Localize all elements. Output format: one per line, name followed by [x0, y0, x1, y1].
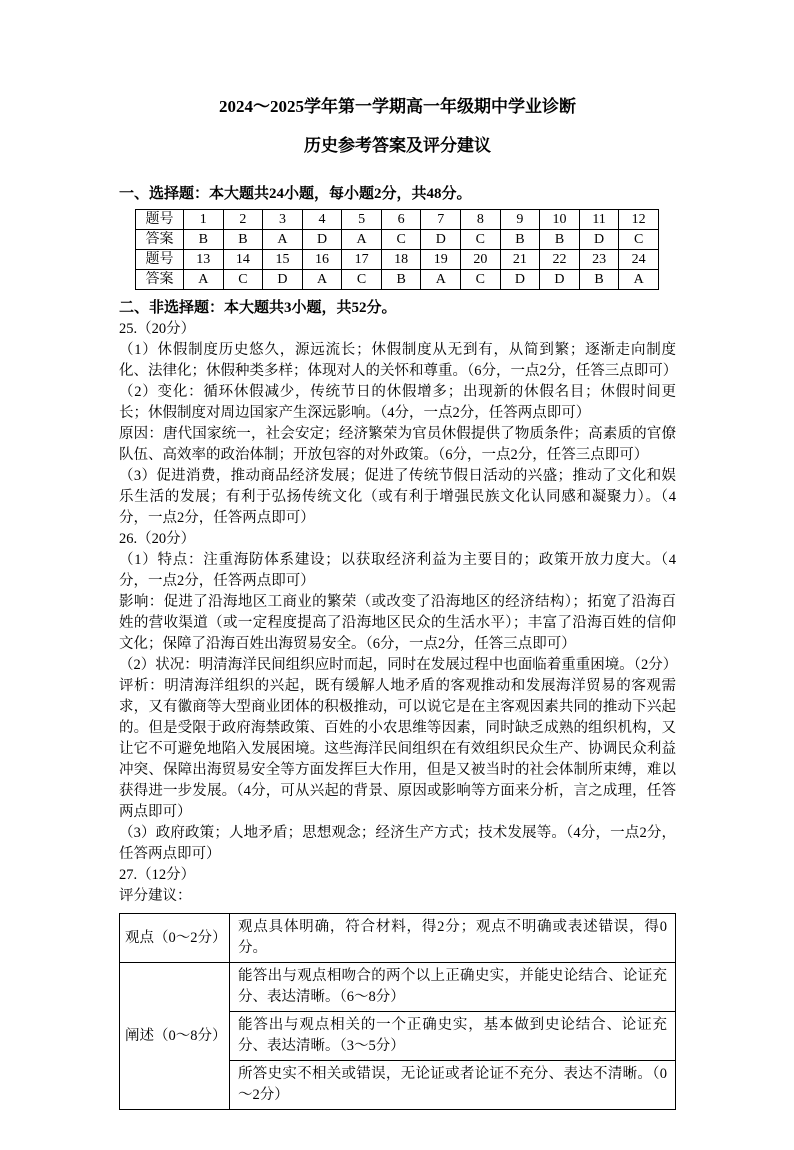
scoring-suggestion-label: 评分建议：	[119, 888, 192, 904]
section2-heading: 二、非选择题：本大题共3小题，共52分。	[119, 300, 397, 316]
answer-cell: 17	[342, 250, 382, 270]
answer-cell: 9	[500, 210, 540, 230]
row-label-cell: 题号	[136, 210, 184, 230]
answer-cell: 13	[184, 250, 224, 270]
question25-number: 25.（20分）	[119, 321, 196, 337]
answer-cell: A	[421, 270, 461, 290]
scoring-description-cell: 能答出与观点相关的一个正确史实，基本做到史论结合、论证充分、表达清晰。（3～5分）	[230, 1012, 676, 1061]
scoring-description-cell: 观点具体明确，符合材料，得2分；观点不明确或表述错误，得0分。	[230, 914, 676, 963]
answer-cell: 4	[302, 210, 342, 230]
answer-cell: 23	[579, 250, 619, 270]
answer-cell: B	[381, 270, 421, 290]
answer-paragraph: 原因：唐代国家统一，社会安定；经济繁荣为官员休假提供了物质条件；高素质的官僚队伍、高效率的政治体制；开放包容的对外政策。（6分，一点2分，任答三点即可）	[119, 426, 676, 463]
answer-cell: 24	[619, 250, 659, 270]
question25-answers	[119, 340, 676, 529]
answer-cell: 19	[421, 250, 461, 270]
document-title: 2024～2025学年第一学期高一年级期中学业诊断	[219, 97, 576, 116]
answer-paragraph: （2）变化：循环休假减少，传统节日的休假增多；出现新的休假名目；休假时间更长；休假制度对周边国家产生深远影响。（4分，一点2分，任答两点即可）	[119, 384, 676, 421]
answer-cell: C	[619, 230, 659, 250]
row-label-cell: 答案	[136, 230, 184, 250]
answer-cell: D	[263, 270, 303, 290]
answer-cell: 10	[540, 210, 580, 230]
scoring-criterion-cell: 阐述（0～8分）	[120, 963, 230, 1110]
answer-cell: 22	[540, 250, 580, 270]
answer-paragraph: （3）促进消费，推动商品经济发展；促进了传统节假日活动的兴盛；推动了文化和娱乐生活的发展；有利于弘扬传统文化（或有利于增强民族文化认同感和凝聚力）。（4分，一点2分，任答两点即可）	[119, 468, 676, 526]
answer-cell: A	[342, 230, 382, 250]
answer-cell: C	[342, 270, 382, 290]
section1-heading: 一、选择题：本大题共24小题，每小题2分，共48分。	[119, 186, 472, 202]
answer-paragraph: （2）状况：明清海洋民间组织应时而起，同时在发展过程中也面临着重重困境。（2分）	[119, 657, 678, 673]
answer-cell: D	[540, 270, 580, 290]
scoring-criterion-cell: 观点（0～2分）	[120, 914, 230, 963]
answer-cell: B	[540, 230, 580, 250]
answer-cell: A	[619, 270, 659, 290]
answer-cell: 12	[619, 210, 659, 230]
answer-cell: D	[421, 230, 461, 250]
answer-cell: C	[461, 230, 501, 250]
answer-paragraph: 评析：明清海洋组织的兴起，既有缓解人地矛盾的客观推动和发展海洋贸易的客观需求，又有徽商等大型商业团体的积极推动，可以说它是在主客观因素共同的推动下兴起的。但是受限于政府海禁政策、百姓的小农思维等因素，同时缺乏成熟的组织机构，又让它不可避免地陷入发展困境。这些海洋民间组织在有效组织民众生产、协调民众利益冲突、保障出海贸易安全等方面发挥巨大作用，但是又被当时的社会体制所束缚，难以获得进一步发展。（4分，可从兴起的背景、原因或影响等方面来分析，言之成理，任答两点即可）	[119, 678, 676, 820]
answer-cell: 15	[263, 250, 303, 270]
document-subtitle: 历史参考答案及评分建议	[304, 136, 491, 155]
answer-table-row	[136, 230, 659, 250]
answer-cell: B	[184, 230, 224, 250]
answer-paragraph: （1）特点：注重海防体系建设；以获取经济利益为主要目的；政策开放力度大。（4分，一点2分，任答两点即可）	[119, 552, 676, 589]
answer-cell: D	[500, 270, 540, 290]
answer-cell: 6	[381, 210, 421, 230]
question26-answers	[119, 550, 676, 865]
answer-cell: 20	[461, 250, 501, 270]
row-label-cell: 题号	[136, 250, 184, 270]
answer-cell: 11	[579, 210, 619, 230]
answer-cell: 8	[461, 210, 501, 230]
scoring-table	[119, 913, 676, 1110]
question26-number: 26.（20分）	[119, 531, 196, 547]
answer-table-row	[136, 270, 659, 290]
answer-cell: 5	[342, 210, 382, 230]
answer-cell: C	[461, 270, 501, 290]
answer-table-body	[136, 210, 659, 290]
answer-cell: D	[302, 230, 342, 250]
scoring-row	[120, 963, 676, 1012]
answer-cell: 21	[500, 250, 540, 270]
answer-table-row	[136, 210, 659, 230]
answer-table	[135, 209, 659, 290]
answer-paragraph: （3）政府政策；人地矛盾；思想观念；经济生产方式；技术发展等。（4分，一点2分，任答两点即可）	[119, 825, 676, 862]
scoring-description-cell: 所答史实不相关或错误，无论证或者论证不充分、表达不清晰。（0～2分）	[230, 1061, 676, 1110]
answer-cell: A	[184, 270, 224, 290]
answer-cell: A	[263, 230, 303, 250]
answer-cell: 7	[421, 210, 461, 230]
answer-table-row	[136, 250, 659, 270]
scoring-row	[120, 914, 676, 963]
answer-cell: D	[579, 230, 619, 250]
answer-cell: 2	[223, 210, 263, 230]
answer-paragraph: 影响：促进了沿海地区工商业的繁荣（或改变了沿海地区的经济结构）；拓宽了沿海百姓的营收渠道（或一定程度提高了沿海地区民众的生活水平）；丰富了沿海百姓的信仰文化；保障了沿海百姓出海贸易安全。（6分，一点2分，任答三点即可）	[119, 594, 676, 652]
answer-cell: B	[223, 230, 263, 250]
answer-cell: B	[500, 230, 540, 250]
answer-cell: A	[302, 270, 342, 290]
answer-cell: 14	[223, 250, 263, 270]
answer-cell: C	[223, 270, 263, 290]
answer-cell: B	[579, 270, 619, 290]
question27-number: 27.（12分）	[119, 867, 196, 883]
answer-cell: 1	[184, 210, 224, 230]
answer-cell: 3	[263, 210, 303, 230]
answer-paragraph: （1）休假制度历史悠久，源远流长；休假制度从无到有，从简到繁；逐渐走向制度化、法律化；休假种类多样；体现对人的关怀和尊重。（6分，一点2分，任答三点即可）	[119, 342, 678, 379]
answer-cell: 18	[381, 250, 421, 270]
row-label-cell: 答案	[136, 270, 184, 290]
scoring-description-cell: 能答出与观点相吻合的两个以上正确史实，并能史论结合、论证充分、表达清晰。（6～8分）	[230, 963, 676, 1012]
answer-cell: C	[381, 230, 421, 250]
answer-cell: 16	[302, 250, 342, 270]
